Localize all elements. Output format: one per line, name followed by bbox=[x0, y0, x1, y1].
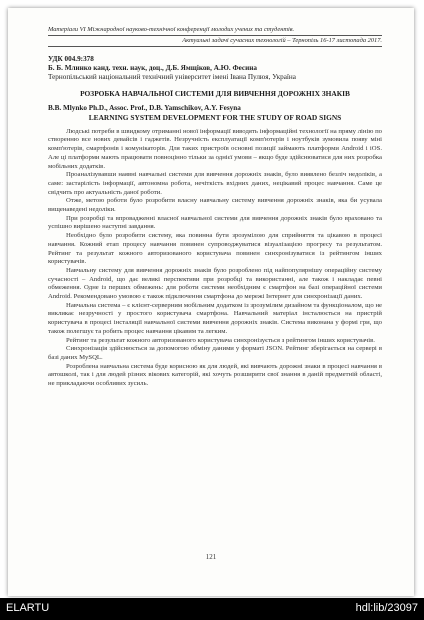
authors-ukrainian: Б. Б. Млинко канд. техн. наук, доц., Д.Б. Ямщіков, А.Ю. Фесина bbox=[48, 63, 257, 72]
paragraph: Синхронізація здійснюється за допомогою обміну даними у форматі JSON. Рейтинг зберігається на сервері в базі даних MySQL. bbox=[48, 345, 382, 361]
paragraph: Рейтинг та результат кожного авторизованого користувача синхронізується з рейтингом інших користувачів. bbox=[66, 336, 375, 344]
conference-header-line-2: Актуальні задачі сучасних технологій – Тернопіль 16-17 листопада 2017. bbox=[48, 37, 382, 47]
udk-code: УДК 004.9:378 bbox=[48, 54, 94, 63]
paragraph: Навчальну систему для вивчення дорожніх знаків було розроблено під найпопулярнішу операційну систему сучасності – Android, що дає великі перспективи при розробці та використанні, але також і накладає певні обмеження. Одне із перших обмежень: для роботи системи необхідним є смартфон на базі операційної системи Android. Рекомендовано умовою є також підключення смартфона до мережі Інтернет для синхронізації даних. bbox=[48, 266, 382, 301]
affiliation: Тернопільський національний технічний університет імені Івана Пулюя, Україна bbox=[48, 72, 296, 81]
paragraph: Людські потреби в швидкому отриманні нової інформації виводять інформаційні технології на пряму лінію по створенню все нових девайсів і гаджетів. Незручність експлуатації комп'ютерів і ноутбуків зумовила появу міні комп'ютерів, смартфонів і комунікаторів. Для таких пристроїв основні позиції займають платформи Android і iOS. Але ці платформи мають працювати повноцінно тільки за однієї умови – якщо буде здійснюватися для них розробка мобільних додатків. bbox=[48, 127, 382, 170]
page-content bbox=[48, 26, 382, 389]
paragraph: Отже, метою роботи було розробити власну навчальну систему вивчення дорожніх знаків, яка би усувала вищенаведені недоліки. bbox=[48, 197, 382, 214]
paragraph: При розробці та впровадженні власної навчальної системи для вивчення дорожніх знаків було враховано та успішно вирішено наступні завдання. bbox=[48, 214, 382, 231]
document-page bbox=[8, 8, 414, 596]
paragraph: Розроблена навчальна система буде корисною як для людей, які вивчають дорожні знаки в процесі навчання в автошколі, так і для людей різних вікових категорій, які хочуть розширити свої знання в даній предметній області, не прикладаючи особливих зусиль. bbox=[48, 362, 382, 388]
handle-identifier: hdl:lib/23097 bbox=[355, 602, 418, 614]
paragraph: Навчальна система – є клієнт-серверним мобільним додатком із зрозумілим дизайном та функціоналом, що не викликає незручності у простого користувача смартфона. Навчальний матеріал інсталюється на пристрій користувача в процесі інсталяції навчальної системи вивчення дорожніх знаків. Система виконана у формі гри, що також полегшує та робить процес навчання цікавим та легким. bbox=[48, 301, 382, 335]
paragraph: Проаналізувавши наявні навчальні системи для вивчення дорожніх знаків, було виявлено безліч недоліків, а саме: застарілість інформації, автономна робота, нечіткість вхідних даних, нецікавий процес навчання. Саме це свідчить про актуальність даної роботи. bbox=[48, 171, 382, 196]
conference-header-line-1: Матеріали VI Міжнародної науково-технічної конференції молодих учених та студентів. bbox=[48, 26, 382, 36]
article-body bbox=[48, 128, 382, 389]
title-english: LEARNING SYSTEM DEVELOPMENT FOR THE STUDY OF ROAD SIGNS bbox=[88, 112, 342, 122]
paragraph: Необхідно було розробити систему, яка повинна бути зрозумілою для сприйняття та цікавою в процесі навчання. Кожний етап процесу навчання повинен супроводжуватися візуалізацією прогресу та результатом. Рейтинг та результат кожного авторизованого користувача повинен синхронізуватися із рейтингом інших користувачів. bbox=[48, 232, 382, 266]
page-number: 121 bbox=[205, 553, 217, 561]
authors-english: B.B. Mlynko Ph.D., Assoc. Prof., D.B. Yamschikov, A.Y. Fesyna bbox=[48, 103, 241, 112]
repository-name: ELARTU bbox=[6, 602, 50, 614]
title-ukrainian: РОЗРОБКА НАВЧАЛЬНОЇ СИСТЕМИ ДЛЯ ВИВЧЕННЯ ДОРОЖНІХ ЗНАКІВ bbox=[80, 88, 350, 98]
repository-footer-bar bbox=[0, 598, 424, 620]
